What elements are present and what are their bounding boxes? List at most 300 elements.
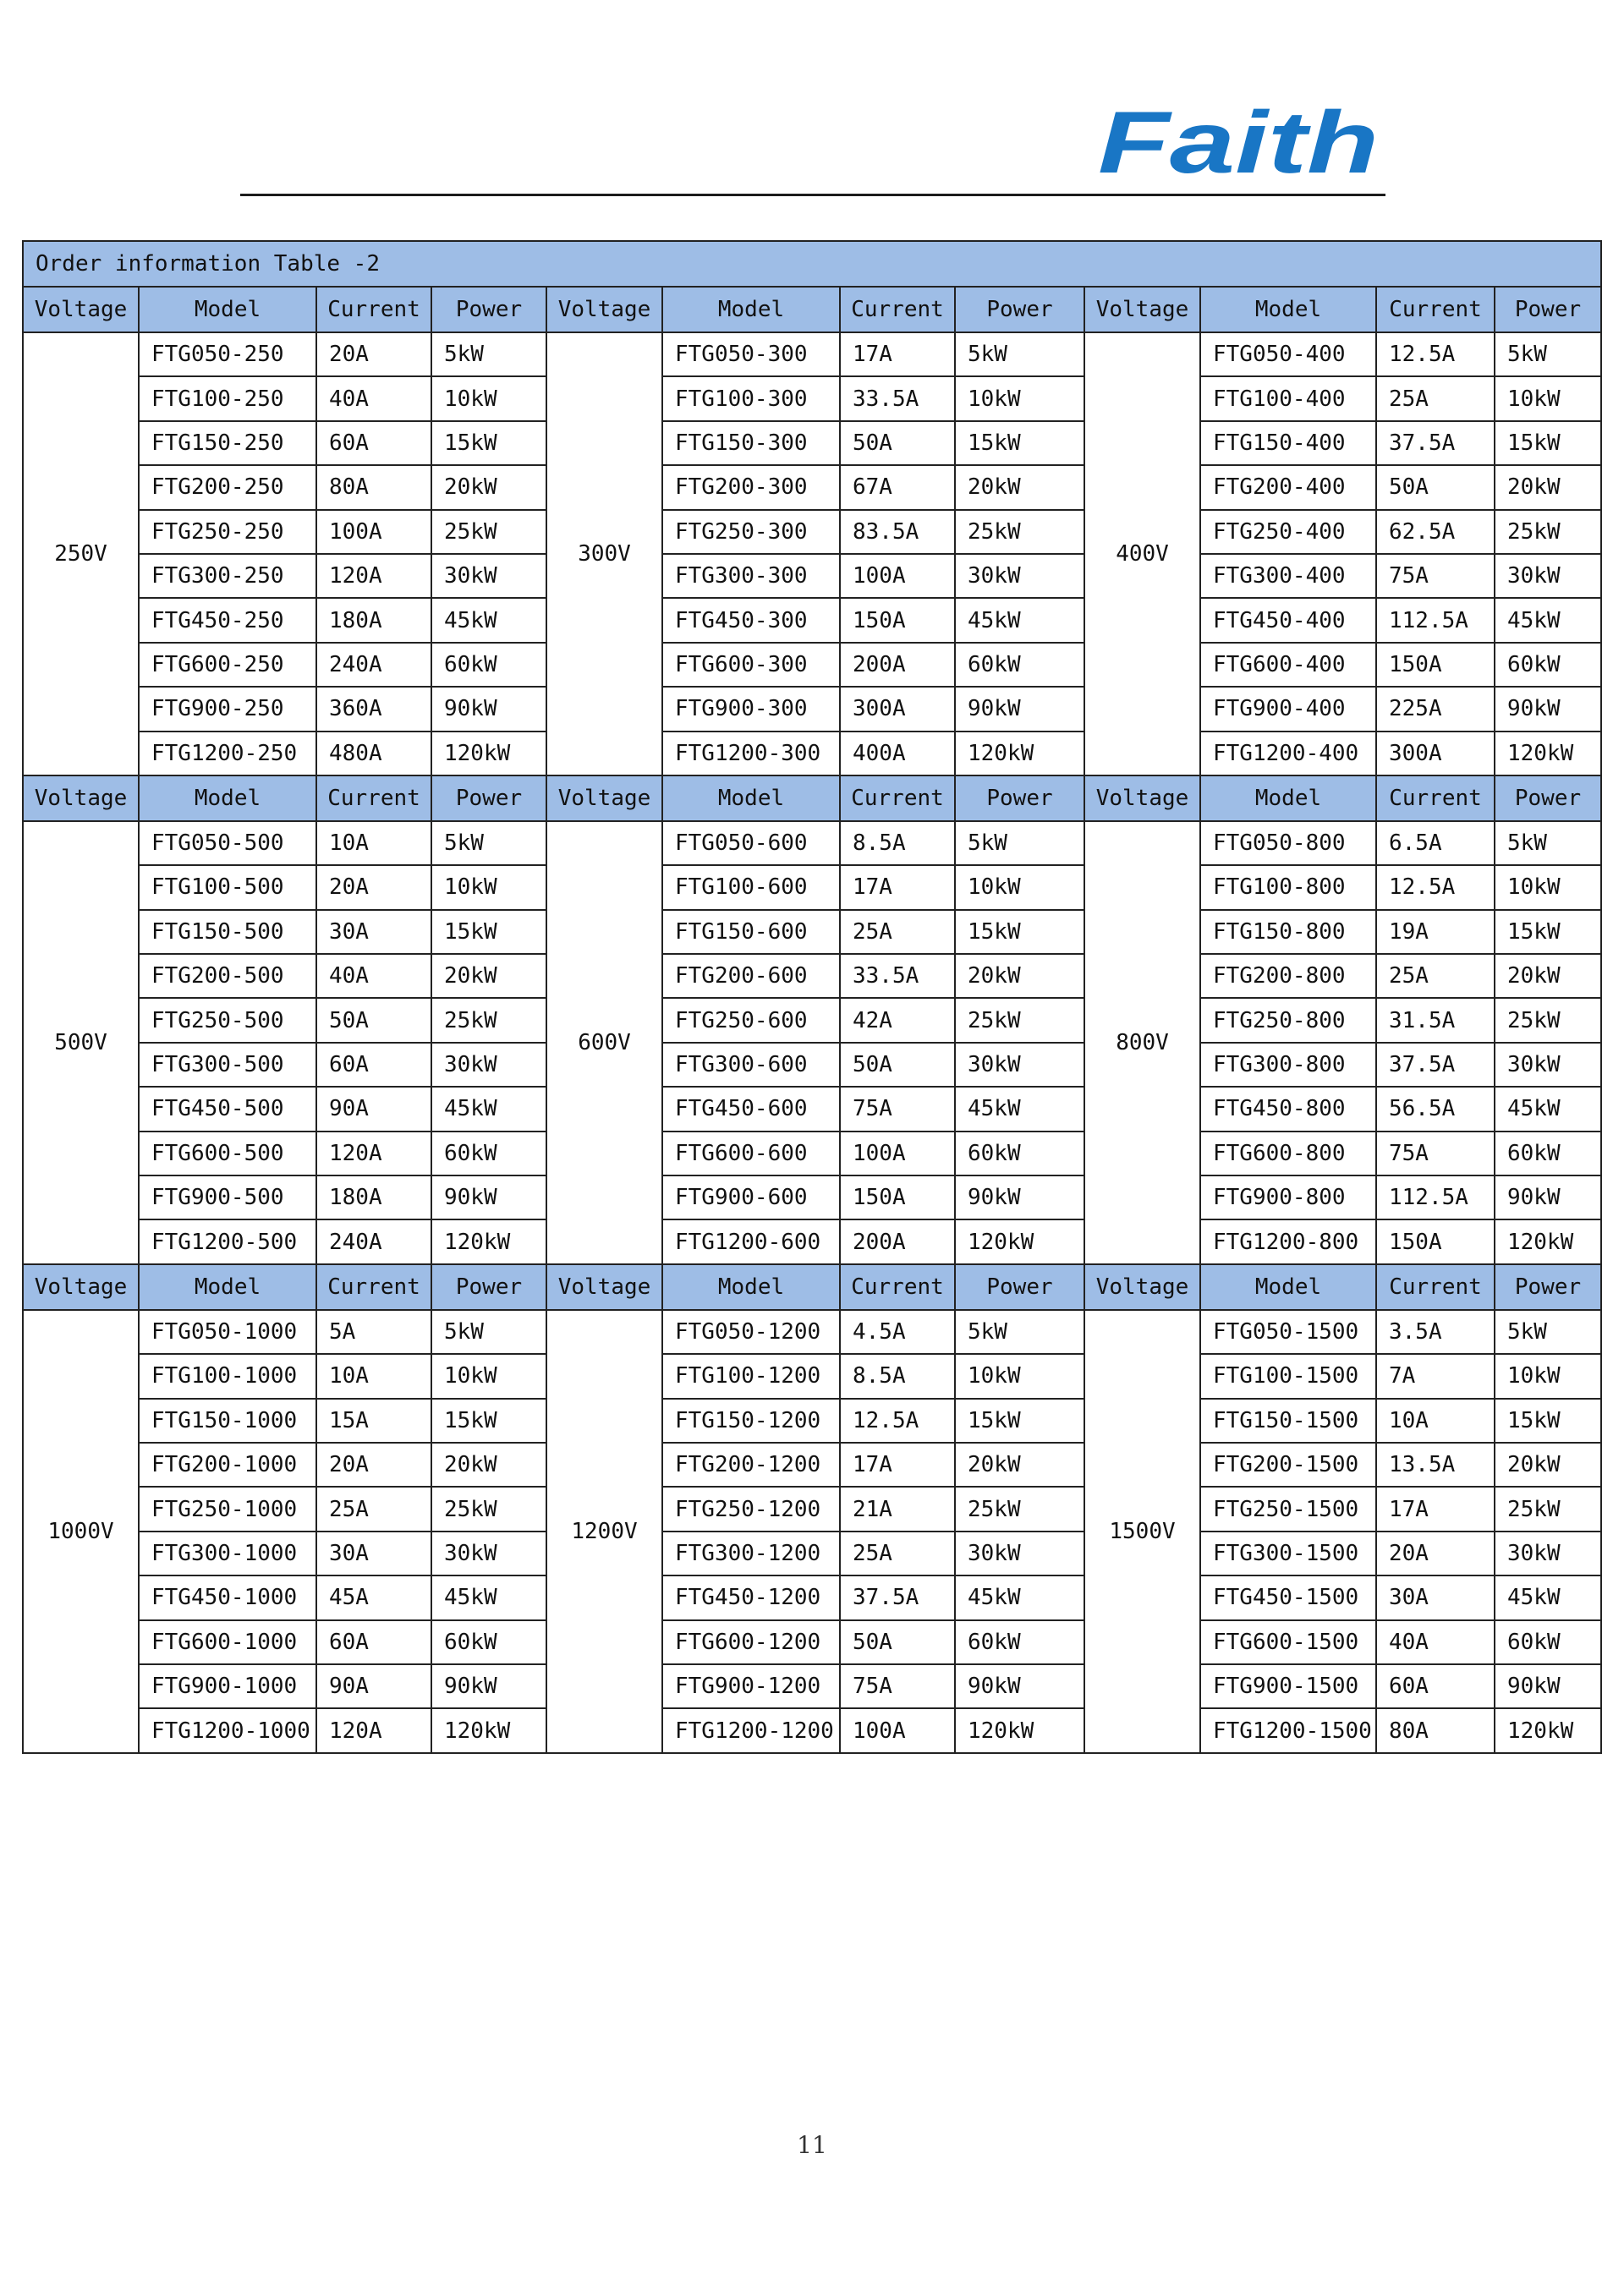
header-rule <box>240 194 1385 196</box>
column-header-voltage: Voltage <box>1084 775 1200 821</box>
current-cell: 100A <box>316 510 431 554</box>
model-cell: FTG050-800 <box>1200 821 1376 865</box>
power-cell: 90kW <box>955 687 1084 731</box>
current-cell: 17A <box>840 1443 955 1487</box>
model-cell: FTG250-400 <box>1200 510 1376 554</box>
power-cell: 45kW <box>955 1087 1084 1131</box>
power-cell: 20kW <box>1495 1443 1601 1487</box>
current-cell: 45A <box>316 1575 431 1619</box>
power-cell: 120kW <box>431 1219 546 1263</box>
column-header-power: Power <box>955 775 1084 821</box>
model-cell: FTG300-250 <box>139 554 316 598</box>
current-cell: 42A <box>840 998 955 1042</box>
model-cell: FTG050-600 <box>662 821 840 865</box>
model-cell: FTG600-600 <box>662 1132 840 1175</box>
power-cell: 25kW <box>955 998 1084 1042</box>
current-cell: 300A <box>840 687 955 731</box>
current-cell: 37.5A <box>840 1575 955 1619</box>
power-cell: 60kW <box>1495 1132 1601 1175</box>
column-header-model: Model <box>139 287 316 332</box>
model-cell: FTG100-600 <box>662 865 840 909</box>
logo-wordmark: Faith <box>1098 100 1379 192</box>
table-row <box>23 1087 1601 1131</box>
model-cell: FTG150-300 <box>662 421 840 465</box>
current-cell: 25A <box>1376 954 1495 998</box>
table-row <box>23 376 1601 420</box>
model-cell: FTG150-1000 <box>139 1399 316 1443</box>
current-cell: 17A <box>840 332 955 376</box>
power-cell: 45kW <box>431 1087 546 1131</box>
current-cell: 7A <box>1376 1354 1495 1398</box>
model-cell: FTG1200-1500 <box>1200 1708 1376 1752</box>
power-cell: 60kW <box>431 1620 546 1664</box>
model-cell: FTG300-500 <box>139 1043 316 1087</box>
column-header-power: Power <box>431 1264 546 1310</box>
column-header-current: Current <box>1376 775 1495 821</box>
column-header-voltage: Voltage <box>23 287 139 332</box>
model-cell: FTG200-1000 <box>139 1443 316 1487</box>
current-cell: 75A <box>1376 554 1495 598</box>
model-cell: FTG600-250 <box>139 643 316 687</box>
model-cell: FTG450-1200 <box>662 1575 840 1619</box>
model-cell: FTG600-1000 <box>139 1620 316 1664</box>
current-cell: 8.5A <box>840 821 955 865</box>
current-cell: 240A <box>316 1219 431 1263</box>
model-cell: FTG150-1200 <box>662 1399 840 1443</box>
model-cell: FTG1200-400 <box>1200 732 1376 775</box>
current-cell: 112.5A <box>1376 1175 1495 1219</box>
column-header-voltage: Voltage <box>546 1264 662 1310</box>
current-cell: 150A <box>1376 643 1495 687</box>
model-cell: FTG1200-250 <box>139 732 316 775</box>
column-header-voltage: Voltage <box>23 1264 139 1310</box>
power-cell: 20kW <box>955 954 1084 998</box>
power-cell: 15kW <box>431 910 546 954</box>
model-cell: FTG100-250 <box>139 376 316 420</box>
power-cell: 5kW <box>431 1310 546 1354</box>
model-cell: FTG450-1500 <box>1200 1575 1376 1619</box>
current-cell: 30A <box>1376 1575 1495 1619</box>
table-row <box>23 1532 1601 1575</box>
current-cell: 56.5A <box>1376 1087 1495 1131</box>
model-cell: FTG050-1500 <box>1200 1310 1376 1354</box>
power-cell: 45kW <box>955 1575 1084 1619</box>
power-cell: 20kW <box>955 465 1084 509</box>
model-cell: FTG600-400 <box>1200 643 1376 687</box>
current-cell: 19A <box>1376 910 1495 954</box>
current-cell: 240A <box>316 643 431 687</box>
column-header-model: Model <box>662 775 840 821</box>
table-row <box>23 1708 1601 1752</box>
current-cell: 225A <box>1376 687 1495 731</box>
column-header-power: Power <box>431 775 546 821</box>
power-cell: 90kW <box>431 1664 546 1708</box>
model-cell: FTG450-800 <box>1200 1087 1376 1131</box>
model-cell: FTG450-250 <box>139 598 316 642</box>
column-header-current: Current <box>840 775 955 821</box>
current-cell: 300A <box>1376 732 1495 775</box>
power-cell: 20kW <box>431 954 546 998</box>
current-cell: 4.5A <box>840 1310 955 1354</box>
table-row <box>23 510 1601 554</box>
power-cell: 120kW <box>431 1708 546 1752</box>
current-cell: 25A <box>840 1532 955 1575</box>
model-cell: FTG600-800 <box>1200 1132 1376 1175</box>
column-header-model: Model <box>662 287 840 332</box>
power-cell: 60kW <box>431 643 546 687</box>
power-cell: 45kW <box>431 1575 546 1619</box>
current-cell: 60A <box>316 1043 431 1087</box>
model-cell: FTG100-800 <box>1200 865 1376 909</box>
voltage-cell: 300V <box>546 332 662 775</box>
column-header-current: Current <box>316 775 431 821</box>
current-cell: 360A <box>316 687 431 731</box>
model-cell: FTG300-1000 <box>139 1532 316 1575</box>
current-cell: 17A <box>840 865 955 909</box>
power-cell: 120kW <box>1495 732 1601 775</box>
model-cell: FTG900-800 <box>1200 1175 1376 1219</box>
column-header-current: Current <box>316 287 431 332</box>
column-header-power: Power <box>955 287 1084 332</box>
current-cell: 30A <box>316 910 431 954</box>
current-cell: 150A <box>840 598 955 642</box>
power-cell: 90kW <box>431 687 546 731</box>
model-cell: FTG900-250 <box>139 687 316 731</box>
column-header-voltage: Voltage <box>1084 1264 1200 1310</box>
model-cell: FTG100-1200 <box>662 1354 840 1398</box>
power-cell: 120kW <box>1495 1708 1601 1752</box>
power-cell: 45kW <box>431 598 546 642</box>
table-row <box>23 954 1601 998</box>
power-cell: 30kW <box>955 1043 1084 1087</box>
power-cell: 60kW <box>955 643 1084 687</box>
current-cell: 20A <box>316 865 431 909</box>
model-cell: FTG200-800 <box>1200 954 1376 998</box>
current-cell: 20A <box>316 332 431 376</box>
table-row <box>23 1664 1601 1708</box>
column-header-current: Current <box>840 287 955 332</box>
power-cell: 10kW <box>431 1354 546 1398</box>
column-header-power: Power <box>1495 1264 1601 1310</box>
column-header-model: Model <box>139 775 316 821</box>
current-cell: 120A <box>316 1132 431 1175</box>
current-cell: 40A <box>316 376 431 420</box>
current-cell: 37.5A <box>1376 1043 1495 1087</box>
power-cell: 15kW <box>1495 421 1601 465</box>
table-row <box>23 1399 1601 1443</box>
model-cell: FTG900-1000 <box>139 1664 316 1708</box>
model-cell: FTG1200-500 <box>139 1219 316 1263</box>
model-cell: FTG100-500 <box>139 865 316 909</box>
power-cell: 30kW <box>431 1532 546 1575</box>
model-cell: FTG200-1200 <box>662 1443 840 1487</box>
voltage-cell: 500V <box>23 821 139 1264</box>
column-header-power: Power <box>431 287 546 332</box>
power-cell: 15kW <box>1495 1399 1601 1443</box>
model-cell: FTG150-1500 <box>1200 1399 1376 1443</box>
power-cell: 25kW <box>1495 1487 1601 1531</box>
current-cell: 60A <box>1376 1664 1495 1708</box>
model-cell: FTG050-1200 <box>662 1310 840 1354</box>
current-cell: 50A <box>840 1620 955 1664</box>
current-cell: 40A <box>1376 1620 1495 1664</box>
current-cell: 100A <box>840 1132 955 1175</box>
table-row <box>23 732 1601 775</box>
current-cell: 10A <box>1376 1399 1495 1443</box>
power-cell: 10kW <box>955 865 1084 909</box>
model-cell: FTG200-600 <box>662 954 840 998</box>
power-cell: 90kW <box>1495 687 1601 731</box>
current-cell: 120A <box>316 554 431 598</box>
voltage-cell: 800V <box>1084 821 1200 1264</box>
model-cell: FTG450-1000 <box>139 1575 316 1619</box>
voltage-cell: 250V <box>23 332 139 775</box>
power-cell: 30kW <box>1495 1532 1601 1575</box>
power-cell: 25kW <box>955 1487 1084 1531</box>
current-cell: 12.5A <box>1376 865 1495 909</box>
model-cell: FTG900-1200 <box>662 1664 840 1708</box>
current-cell: 10A <box>316 821 431 865</box>
power-cell: 15kW <box>955 910 1084 954</box>
model-cell: FTG300-600 <box>662 1043 840 1087</box>
current-cell: 83.5A <box>840 510 955 554</box>
power-cell: 20kW <box>1495 954 1601 998</box>
current-cell: 6.5A <box>1376 821 1495 865</box>
model-cell: FTG050-300 <box>662 332 840 376</box>
power-cell: 45kW <box>1495 1087 1601 1131</box>
current-cell: 20A <box>316 1443 431 1487</box>
current-cell: 100A <box>840 554 955 598</box>
current-cell: 30A <box>316 1532 431 1575</box>
model-cell: FTG250-800 <box>1200 998 1376 1042</box>
current-cell: 20A <box>1376 1532 1495 1575</box>
current-cell: 12.5A <box>1376 332 1495 376</box>
power-cell: 10kW <box>1495 865 1601 909</box>
current-cell: 25A <box>840 910 955 954</box>
power-cell: 120kW <box>431 732 546 775</box>
power-cell: 90kW <box>1495 1664 1601 1708</box>
power-cell: 30kW <box>955 554 1084 598</box>
current-cell: 5A <box>316 1310 431 1354</box>
power-cell: 45kW <box>1495 598 1601 642</box>
current-cell: 13.5A <box>1376 1443 1495 1487</box>
model-cell: FTG200-300 <box>662 465 840 509</box>
model-cell: FTG100-300 <box>662 376 840 420</box>
power-cell: 25kW <box>1495 510 1601 554</box>
model-cell: FTG200-250 <box>139 465 316 509</box>
power-cell: 120kW <box>1495 1219 1601 1263</box>
current-cell: 75A <box>1376 1132 1495 1175</box>
column-header-model: Model <box>1200 287 1376 332</box>
current-cell: 17A <box>1376 1487 1495 1531</box>
current-cell: 33.5A <box>840 954 955 998</box>
current-cell: 60A <box>316 421 431 465</box>
current-cell: 75A <box>840 1664 955 1708</box>
model-cell: FTG100-1000 <box>139 1354 316 1398</box>
model-cell: FTG300-1500 <box>1200 1532 1376 1575</box>
current-cell: 60A <box>316 1620 431 1664</box>
power-cell: 90kW <box>955 1175 1084 1219</box>
power-cell: 120kW <box>955 732 1084 775</box>
column-header-current: Current <box>316 1264 431 1310</box>
power-cell: 10kW <box>431 865 546 909</box>
table-row <box>23 687 1601 731</box>
column-header-current: Current <box>840 1264 955 1310</box>
table-header-row <box>23 775 1601 821</box>
power-cell: 10kW <box>1495 376 1601 420</box>
model-cell: FTG450-400 <box>1200 598 1376 642</box>
power-cell: 30kW <box>955 1532 1084 1575</box>
current-cell: 50A <box>840 1043 955 1087</box>
column-header-voltage: Voltage <box>23 775 139 821</box>
model-cell: FTG250-600 <box>662 998 840 1042</box>
model-cell: FTG150-400 <box>1200 421 1376 465</box>
power-cell: 30kW <box>431 1043 546 1087</box>
current-cell: 15A <box>316 1399 431 1443</box>
current-cell: 480A <box>316 732 431 775</box>
model-cell: FTG200-400 <box>1200 465 1376 509</box>
power-cell: 5kW <box>1495 1310 1601 1354</box>
model-cell: FTG050-250 <box>139 332 316 376</box>
table-row <box>23 554 1601 598</box>
model-cell: FTG250-250 <box>139 510 316 554</box>
table-row <box>23 821 1601 865</box>
power-cell: 25kW <box>431 998 546 1042</box>
column-header-model: Model <box>139 1264 316 1310</box>
power-cell: 10kW <box>955 376 1084 420</box>
model-cell: FTG200-1500 <box>1200 1443 1376 1487</box>
power-cell: 15kW <box>955 1399 1084 1443</box>
power-cell: 60kW <box>955 1132 1084 1175</box>
table-row <box>23 598 1601 642</box>
model-cell: FTG600-300 <box>662 643 840 687</box>
model-cell: FTG300-400 <box>1200 554 1376 598</box>
current-cell: 180A <box>316 1175 431 1219</box>
column-header-power: Power <box>955 1264 1084 1310</box>
model-cell: FTG150-600 <box>662 910 840 954</box>
power-cell: 30kW <box>1495 1043 1601 1087</box>
current-cell: 3.5A <box>1376 1310 1495 1354</box>
model-cell: FTG600-1200 <box>662 1620 840 1664</box>
current-cell: 150A <box>1376 1219 1495 1263</box>
current-cell: 200A <box>840 1219 955 1263</box>
power-cell: 20kW <box>431 465 546 509</box>
table-row <box>23 998 1601 1042</box>
model-cell: FTG900-600 <box>662 1175 840 1219</box>
table-row <box>23 1175 1601 1219</box>
current-cell: 10A <box>316 1354 431 1398</box>
power-cell: 5kW <box>431 821 546 865</box>
model-cell: FTG900-400 <box>1200 687 1376 731</box>
current-cell: 33.5A <box>840 376 955 420</box>
model-cell: FTG900-300 <box>662 687 840 731</box>
column-header-model: Model <box>1200 775 1376 821</box>
model-cell: FTG250-300 <box>662 510 840 554</box>
current-cell: 25A <box>316 1487 431 1531</box>
power-cell: 20kW <box>955 1443 1084 1487</box>
model-cell: FTG150-800 <box>1200 910 1376 954</box>
column-header-model: Model <box>662 1264 840 1310</box>
table-row <box>23 332 1601 376</box>
power-cell: 10kW <box>1495 1354 1601 1398</box>
table-row <box>23 865 1601 909</box>
order-information-table <box>22 240 1602 1754</box>
power-cell: 90kW <box>955 1664 1084 1708</box>
voltage-cell: 1000V <box>23 1310 139 1753</box>
model-cell: FTG900-500 <box>139 1175 316 1219</box>
voltage-cell: 1200V <box>546 1310 662 1753</box>
power-cell: 15kW <box>1495 910 1601 954</box>
current-cell: 180A <box>316 598 431 642</box>
current-cell: 62.5A <box>1376 510 1495 554</box>
current-cell: 400A <box>840 732 955 775</box>
model-cell: FTG300-1200 <box>662 1532 840 1575</box>
faith-logo <box>1096 100 1384 195</box>
table-header-row <box>23 287 1601 332</box>
model-cell: FTG250-500 <box>139 998 316 1042</box>
current-cell: 67A <box>840 465 955 509</box>
current-cell: 40A <box>316 954 431 998</box>
power-cell: 15kW <box>431 1399 546 1443</box>
power-cell: 5kW <box>955 1310 1084 1354</box>
table-row <box>23 1310 1601 1354</box>
model-cell: FTG1200-1000 <box>139 1708 316 1752</box>
power-cell: 60kW <box>955 1620 1084 1664</box>
model-cell: FTG600-500 <box>139 1132 316 1175</box>
power-cell: 10kW <box>955 1354 1084 1398</box>
power-cell: 15kW <box>431 421 546 465</box>
voltage-cell: 1500V <box>1084 1310 1200 1753</box>
power-cell: 5kW <box>955 821 1084 865</box>
power-cell: 5kW <box>1495 821 1601 865</box>
power-cell: 120kW <box>955 1219 1084 1263</box>
power-cell: 20kW <box>1495 465 1601 509</box>
power-cell: 5kW <box>431 332 546 376</box>
page-number: 11 <box>797 2131 827 2159</box>
model-cell: FTG600-1500 <box>1200 1620 1376 1664</box>
table-header-row <box>23 1264 1601 1310</box>
model-cell: FTG250-1500 <box>1200 1487 1376 1531</box>
power-cell: 5kW <box>1495 332 1601 376</box>
model-cell: FTG1200-800 <box>1200 1219 1376 1263</box>
table-row <box>23 1487 1601 1531</box>
model-cell: FTG100-400 <box>1200 376 1376 420</box>
table-row <box>23 1620 1601 1664</box>
table-row <box>23 1354 1601 1398</box>
current-cell: 200A <box>840 643 955 687</box>
power-cell: 90kW <box>431 1175 546 1219</box>
table-title-row <box>23 241 1601 287</box>
power-cell: 25kW <box>431 510 546 554</box>
current-cell: 100A <box>840 1708 955 1752</box>
table-row <box>23 465 1601 509</box>
power-cell: 60kW <box>431 1132 546 1175</box>
model-cell: FTG100-1500 <box>1200 1354 1376 1398</box>
voltage-cell: 600V <box>546 821 662 1264</box>
table-row <box>23 1443 1601 1487</box>
model-cell: FTG1200-1200 <box>662 1708 840 1752</box>
model-cell: FTG050-400 <box>1200 332 1376 376</box>
table-row <box>23 1043 1601 1087</box>
power-cell: 30kW <box>1495 554 1601 598</box>
table-row <box>23 1132 1601 1175</box>
column-header-voltage: Voltage <box>1084 287 1200 332</box>
power-cell: 120kW <box>955 1708 1084 1752</box>
current-cell: 112.5A <box>1376 598 1495 642</box>
power-cell: 25kW <box>955 510 1084 554</box>
column-header-voltage: Voltage <box>546 287 662 332</box>
current-cell: 37.5A <box>1376 421 1495 465</box>
